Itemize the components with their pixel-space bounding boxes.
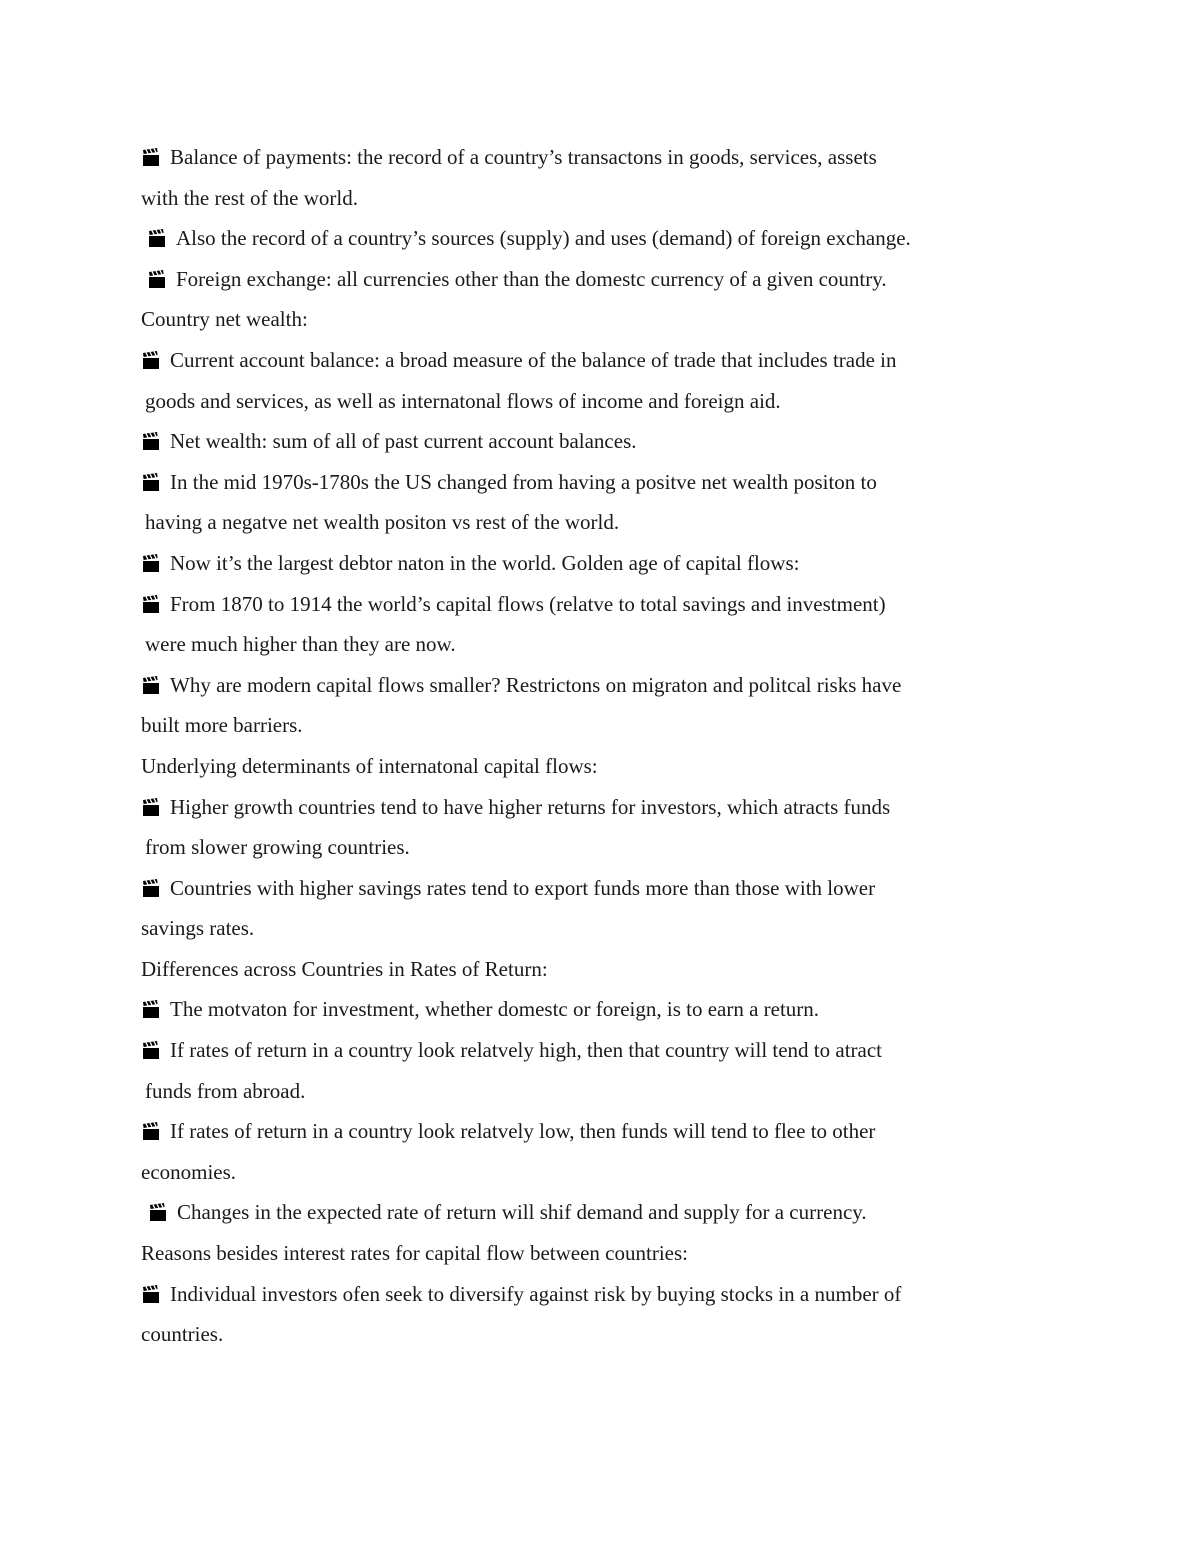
line-text: from slower growing countries. [145, 835, 410, 860]
clapperboard-icon [147, 228, 167, 248]
text-line [141, 218, 1021, 259]
text-line [141, 543, 1021, 584]
line-text: Foreign exchange: all currencies other than the domestc currency of a given country. [176, 266, 887, 291]
clapperboard-icon [141, 431, 161, 451]
text-line [141, 178, 1021, 219]
line-text: Countries with higher savings rates tend to export funds more than those with lower [170, 875, 876, 900]
line-text: goods and services, as well as internatonal flows of income and foreign aid. [145, 388, 781, 413]
section-heading [141, 949, 1021, 990]
text-line [141, 381, 1021, 422]
line-text: Country net wealth: [141, 307, 308, 332]
line-text: Reasons besides interest rates for capital flow between countries: [141, 1241, 688, 1266]
line-text: were much higher than they are now. [145, 632, 456, 657]
clapperboard-icon [147, 269, 167, 289]
text-line [141, 787, 1021, 828]
text-line [141, 1071, 1021, 1112]
text-line [141, 462, 1021, 503]
text-line [141, 827, 1021, 868]
line-text: Also the record of a country’s sources (supply) and uses (demand) of foreign exchange. [176, 226, 911, 251]
clapperboard-icon [141, 1284, 161, 1304]
line-text: If rates of return in a country look relatvely high, then that country will tend to atract [170, 1038, 883, 1063]
text-line [141, 137, 1021, 178]
line-text: Now it’s the largest debtor naton in the world. Golden age of capital flows: [170, 550, 800, 575]
text-line [141, 1111, 1021, 1152]
text-line [141, 989, 1021, 1030]
text-line [141, 1314, 1021, 1355]
text-line [141, 421, 1021, 462]
section-heading [141, 1233, 1021, 1274]
text-line [141, 908, 1021, 949]
line-text: funds from abroad. [145, 1078, 306, 1103]
clapperboard-icon [141, 1040, 161, 1060]
clapperboard-icon [141, 594, 161, 614]
text-line [141, 259, 1021, 300]
clapperboard-icon [141, 675, 161, 695]
line-text: From 1870 to 1914 the world’s capital flows (relatve to total savings and investment) [170, 591, 886, 616]
clapperboard-icon [141, 878, 161, 898]
text-line [141, 1030, 1021, 1071]
line-text: Individual investors ofen seek to diversify against risk by buying stocks in a number of [170, 1281, 902, 1306]
text-line [141, 1274, 1021, 1315]
text-line [141, 705, 1021, 746]
line-text: In the mid 1970s-1780s the US changed from having a positve net wealth positon to [170, 469, 877, 494]
text-line [141, 340, 1021, 381]
text-line [141, 584, 1021, 625]
text-line [141, 1192, 1021, 1233]
line-text: Differences across Countries in Rates of Return: [141, 956, 548, 981]
clapperboard-icon [141, 472, 161, 492]
line-text: with the rest of the world. [141, 185, 358, 210]
clapperboard-icon [141, 999, 161, 1019]
line-text: If rates of return in a country look relatvely low, then funds will tend to flee to other [170, 1119, 876, 1144]
line-text: Higher growth countries tend to have higher returns for investors, which atracts funds [170, 794, 891, 819]
text-line [141, 1152, 1021, 1193]
clapperboard-icon [141, 147, 161, 167]
line-text: savings rates. [141, 916, 255, 941]
line-text: The motvaton for investment, whether domestc or foreign, is to earn a return. [170, 997, 820, 1022]
section-heading [141, 299, 1021, 340]
line-text: Underlying determinants of internatonal capital flows: [141, 753, 598, 778]
line-text: countries. [141, 1322, 224, 1347]
line-text: having a negatve net wealth positon vs rest of the world. [145, 510, 620, 535]
line-text: Why are modern capital flows smaller? Restrictons on migraton and politcal risks have [170, 672, 902, 697]
clapperboard-icon [141, 797, 161, 817]
line-text: built more barriers. [141, 713, 303, 738]
clapperboard-icon [141, 350, 161, 370]
section-heading [141, 746, 1021, 787]
document-body [141, 137, 1021, 1355]
text-line [141, 665, 1021, 706]
line-text: Current account balance: a broad measure of the balance of trade that includes trade in [170, 347, 897, 372]
line-text: economies. [141, 1159, 237, 1184]
text-line [141, 502, 1021, 543]
clapperboard-icon [141, 553, 161, 573]
clapperboard-icon [148, 1202, 168, 1222]
text-line [141, 868, 1021, 909]
line-text: Net wealth: sum of all of past current account balances. [170, 429, 637, 454]
text-line [141, 624, 1021, 665]
line-text: Changes in the expected rate of return will shif demand and supply for a currency. [177, 1200, 867, 1225]
clapperboard-icon [141, 1121, 161, 1141]
line-text: Balance of payments: the record of a country’s transactons in goods, services, assets [170, 145, 877, 169]
